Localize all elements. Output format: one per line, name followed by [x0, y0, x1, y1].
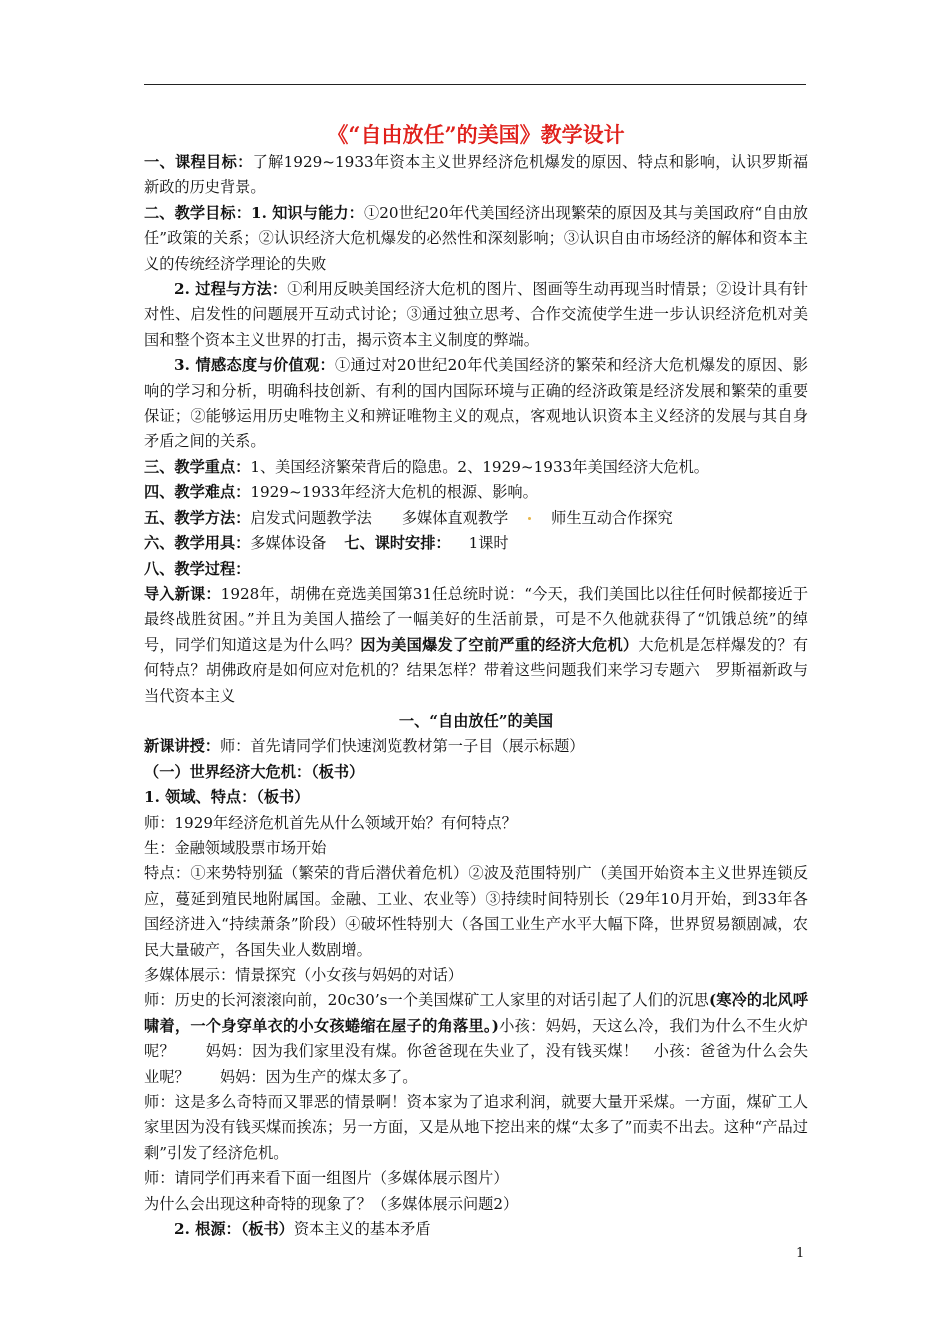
root-cause — [144, 1217, 808, 1242]
knowledge-label: 1. 知识与能力： — [251, 203, 364, 222]
teaching-goal — [144, 201, 808, 277]
subsection-1-1: 1. 领域、特点：（板书） — [144, 788, 310, 807]
dot-mark — [528, 517, 531, 520]
method-1: 启发式问题教学法 — [250, 508, 372, 527]
intro-text-1: 1928年，胡佛在竞选美国第31任总统时说：“今天，我们美国比以往任何时候都接近于最终战胜贫困。”并且为美国人描绘了一幅美好的生活前景，可是不久他就获得了“饥饿总统”的绰号，同学们知道这是为什么吗？ — [144, 584, 809, 654]
method-3: 师生互动合作探究 — [551, 508, 673, 527]
tools-label: 六、教学用具： — [144, 534, 251, 553]
story-paragraph — [144, 988, 808, 1090]
method-2: 多媒体直观教学 — [401, 508, 509, 527]
new-lesson-text: 师：首先请同学们快速浏览教材第一子目（展示标题） — [219, 737, 585, 756]
process-method-text: ①利用反映美国经济大危机的图片、图画等生动再现当时情景；②设计具有针对性、启发性的问题展开互动式讨论；③通过独立思考、合作交流使学生进一步认识经济危机对美国和整个资本主义世界的打击，揭示资本主义制度的弊端。 — [144, 280, 808, 349]
intro-label: 导入新课： — [144, 584, 221, 603]
question-2: 为什么会出现这种奇特的现象了？（多媒体展示问题2） — [144, 1194, 519, 1213]
process-method — [144, 277, 808, 353]
key-points-label: 三、教学重点： — [144, 457, 251, 476]
intro-text-2: 大危机是怎样爆发的？有何特点？胡佛政府是如何应对危机的？结果怎样？带着这些问题我们来学习专题六 罗斯福新政与当代资本主义 — [144, 635, 809, 705]
emotion-values-label: 3. 情感态度与价值观： — [174, 356, 335, 375]
document-title: 《“自由放任”的美国》教学设计 — [327, 122, 625, 147]
difficulties — [144, 480, 808, 505]
emotion-values — [144, 353, 808, 455]
schedule-text: 1课时 — [468, 534, 509, 553]
teaching-goal-label: 二、教学目标： — [144, 203, 251, 222]
new-lesson-label: 新课讲授： — [144, 737, 220, 756]
teaching-methods — [144, 506, 808, 531]
course-goal-text: 了解1929~1933年资本主义世界经济危机爆发的原因、特点和影响，认识罗斯福新政的历史背景。 — [144, 153, 809, 197]
section-title: 一、“自由放任”的美国 — [398, 711, 554, 730]
knowledge-text: ①20世纪20年代美国经济出现繁荣的原因及其与美国政府“自由放任”政策的关系；②认识经济大危机爆发的必然性和深刻影响；③认识自由市场经济的解体和资本主义的传统经济学理论的失败 — [144, 203, 808, 273]
process-heading-label: 八、教学过程： — [144, 559, 251, 578]
page-number: 1 — [796, 1246, 805, 1261]
course-goal — [144, 150, 808, 201]
answer-1: 生：金融领域股票市场开始 — [144, 838, 327, 857]
course-goal-label: 一、课程目标： — [144, 153, 253, 171]
story-bold: (寒冷的北风呼啸着，一个身穿单衣的小女孩蜷缩在屋子的角落里。) — [144, 991, 809, 1035]
root-cause-label: 2. 根源：（板书） — [174, 1220, 294, 1239]
root-cause-text: 资本主义的基本矛盾 — [293, 1220, 431, 1239]
document-body — [144, 120, 808, 1242]
media-display-2: 师：请同学们再来看下面一组图片（多媒体展示图片） — [144, 1169, 509, 1188]
story-text-2: 小孩：妈妈，天这么冷，我们为什么不生火炉呢？ 妈妈：因为我们家里没有煤。你爸爸现在失业了，没有钱买煤！ 小孩：爸爸为什么会失业呢？ 妈妈：因为生产的煤太多了。 — [144, 1016, 808, 1086]
intro-paragraph — [144, 582, 808, 709]
media-display-1: 多媒体展示：情景探究（小女孩与妈妈的对话） — [144, 966, 463, 984]
difficulties-label: 四、教学难点： — [144, 483, 251, 502]
schedule-label: 七、课时安排： — [344, 534, 451, 553]
features-paragraph: 特点：①来势特别猛（繁荣的背后潜伏着危机）②波及范围特别广（美国开始资本主义世界连锁反应，蔓延到殖民地附属国。金融、工业、农业等）③持续时间特别长（29年10月开始，到33年各国经济进入“持续萧条”阶段）④破坏性特别大（各国工业生产水平大幅下降，世界贸易额剧减，农民大量破产，各国失业人数剧增。 — [144, 864, 808, 959]
subsection-1: （一）世界经济大危机：（板书） — [144, 762, 365, 781]
teacher-comment: 师：这是多么奇特而又罪恶的情景啊！资本家为了追求利润，就要大量开采煤。一方面，煤矿工人家里因为没有钱买煤而挨冻；另一方面，又是从地下挖出来的煤“太多了”而卖不出去。这种“产品过剩”引发了经济危机。 — [144, 1093, 808, 1162]
question-1: 师：1929年经济危机首先从什么领域开始？有何特点？ — [144, 813, 517, 832]
process-heading — [144, 557, 808, 582]
key-points — [144, 455, 808, 480]
difficulties-text: 1929~1933年经济大危机的根源、影响。 — [250, 483, 538, 502]
emotion-values-text: ①通过对20世纪20年代美国经济的繁荣和经济大危机爆发的原因、影响的学习和分析，明确科技创新、有利的国内国际环境与正确的经济政策是经济发展和繁荣的重要保证；②能够运用历史唯物主义和辨证唯物主义的观点，客观地认识资本主义经济的发展与其自身矛盾之间的关系。 — [144, 356, 808, 451]
teaching-methods-label: 五、教学方法： — [144, 508, 251, 527]
story-text-1: 师：历史的长河滚滚向前，20c30’s一个美国煤矿工人家里的对话引起了人们的沉思 — [144, 991, 709, 1010]
tools-schedule — [144, 531, 808, 556]
process-method-label: 2. 过程与方法： — [174, 280, 288, 299]
header-rule — [144, 84, 806, 85]
new-lesson — [144, 734, 808, 759]
key-points-text: 1、美国经济繁荣背后的隐患。2、1929~1933年美国经济大危机。 — [250, 457, 709, 476]
intro-bold: 因为美国爆发了空前严重的经济大危机） — [360, 635, 639, 654]
tools-text: 多媒体设备 — [250, 534, 327, 553]
